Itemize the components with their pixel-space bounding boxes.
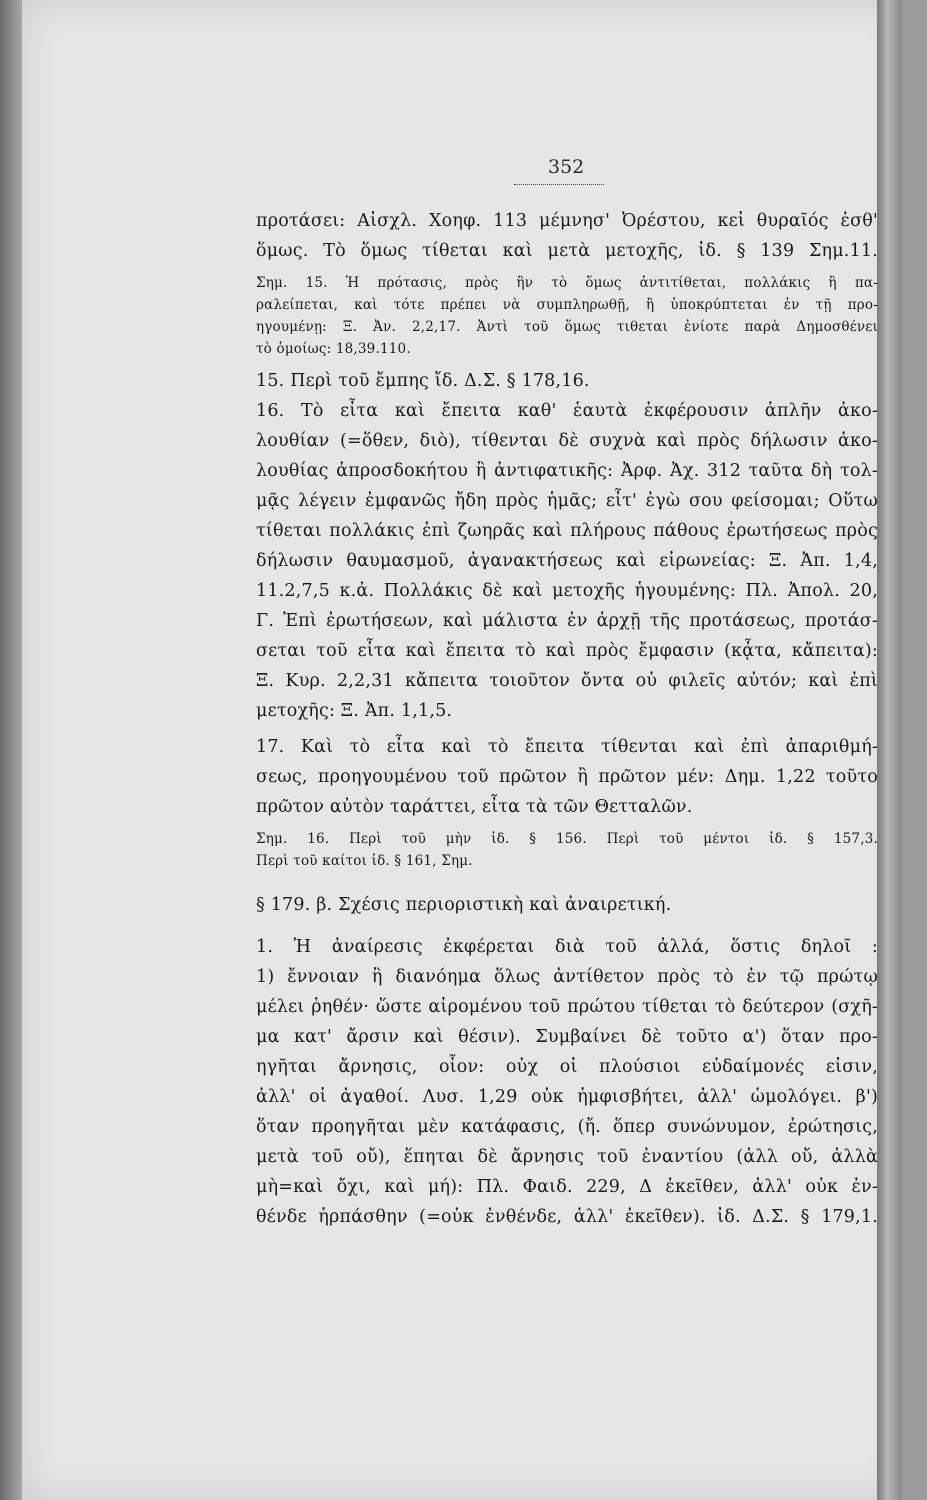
text-line: τὸ ὁμοίως: 18,39.110. (256, 341, 411, 357)
text-line: Γ. Ἐπὶ ἐρωτήσεων, καὶ μάλιστα ἐν ἀρχῇ τῆς προτάσεως, προτάσ- (256, 611, 878, 631)
text-line: λουθίαν (=ὅθεν, διὸ), τίθενται δὲ συχνὰ καὶ πρὸς δήλωσιν ἀκο- (256, 431, 878, 451)
page-number-rule (514, 184, 604, 185)
text-line: μέλει ῥηθέν· ὥστε αἰρομένου τοῦ πρώτου τίθεται τὸ δεύτερον (σχῆ- (256, 997, 878, 1017)
text-line: λουθίας ἀπροσδοκήτου ἢ ἀντιφατικῆς: Ἀρφ. Ἀχ. 312 ταῦτα δὴ τολ- (256, 461, 878, 481)
text-line: θένδε ἡρπάσθην (=οὐκ ἐνθένδε, ἀλλ' ἐκεῖθεν). ἰδ. Δ.Σ. § 179,1. (256, 1207, 878, 1227)
text-line: ηγουμένῃ: Ξ. Ἀν. 2,2,17. Ἀντὶ τοῦ ὅμως τιθεται ἐνίοτε παρὰ Δημοσθένει (256, 319, 878, 335)
text-line: ὅμως. Τὸ ὅμως τίθεται καὶ μετὰ μετοχῆς, ἰδ. § 139 Σημ.11. (256, 241, 878, 261)
text-line: μετὰ τοῦ οὔ), ἕπηται δὲ ἄρνησις τοῦ ἐναντίου (ἀλλ οὔ, ἀλλὰ (256, 1147, 878, 1167)
text-line: 1. Ἡ ἀναίρεσις ἐκφέρεται διὰ τοῦ ἀλλά, ὅστις δηλοῖ : (256, 937, 878, 957)
text-line: μᾷς λέγειν ἐμφανῶς ἤδη πρὸς ἡμᾶς; εἶτ' ἐγὼ σου φείσομαι; Οὕτω (256, 491, 878, 511)
text-line: σεως, προηγουμένου τοῦ πρῶτον ἢ πρῶτον μέν: Δημ. 1,22 τοῦτο (256, 767, 878, 787)
text-line: πρῶτον αὐτὸν ταράττει, εἶτα τὰ τῶν Θετταλῶν. (256, 797, 693, 817)
text-line: μα κατ' ἄρσιν καὶ θέσιν). Συμβαίνει δὲ τοῦτο α') ὅταν προ- (256, 1027, 878, 1047)
text-line: 16. Τὸ εἶτα καὶ ἔπειτα καθ' ἑαυτὰ ἐκφέρουσιν ἁπλῆν ἀκο- (256, 401, 878, 421)
text-line: 15. Περὶ τοῦ ἔμπης ἴδ. Δ.Σ. § 178,16. (256, 371, 590, 391)
text-line: 11.2,7,5 κ.ἀ. Πολλάκις δὲ καὶ μετοχῆς ἡγουμένης: Πλ. Ἀπολ. 20, (256, 581, 878, 601)
text-line: 17. Καὶ τὸ εἶτα καὶ τὸ ἔπειτα τίθενται καὶ ἐπὶ ἀπαριθμή- (256, 737, 878, 757)
text-line: Ξ. Κυρ. 2,2,31 κἄπειτα τοιοῦτον ὄντα οὐ φιλεῖς αὐτόν; καὶ ἐπὶ (256, 671, 878, 691)
line-gap (256, 920, 878, 932)
text-line: ηγῆται ἄρνησις, οἷον: οὐχ οἱ πλούσιοι εὐδαίμονές εἰσιν, (256, 1057, 878, 1077)
text-line: Σημ. 15. Ἡ πρότασις, πρὸς ἣν τὸ ὅμως ἀντιτίθεται, πολλάκις ἢ πα- (256, 275, 878, 291)
text-line: ὅταν προηγῆται μὲν κατάφασις, (ἤ. ὅπερ συνώνυμον, ἐρώτησις, (256, 1117, 878, 1137)
right-page-edge (877, 0, 902, 1500)
text-line: προτάσει: Αἰσχλ. Χοηφ. 113 μέμνησ' Ὀρέστου, κεἰ θυραῖός ἐσθ' (256, 211, 878, 231)
text-line: Περὶ τοῦ καίτοι ἰδ. § 161, Σημ. (256, 853, 473, 869)
page-number: 352 (548, 156, 585, 178)
text-line: μετοχῆς: Ξ. Ἀπ. 1,1,5. (256, 701, 453, 721)
text-line: μὴ=καὶ ὄχι, καὶ μή): Πλ. Φαιδ. 229, Δ ἐκεῖθεν, ἀλλ' οὐκ ἐν- (256, 1177, 878, 1197)
left-page-edge (0, 0, 22, 1500)
text-line: σεται τοῦ εἶτα καὶ ἔπειτα τὸ καὶ πρὸς ἔμφασιν (κᾆτα, κἄπειτα): (256, 641, 878, 661)
text-line: τίθεται πολλάκις ἐπὶ ζωηρᾶς καὶ πλήρους πάθους ἐρωτήσεως πρὸς (256, 521, 878, 541)
text-line: ραλείπεται, καὶ τότε πρέπει νὰ συμπληρωθῇ, ἢ ὑποκρύπτεται ἐν τῇ προ- (256, 297, 878, 313)
text-line: δήλωσιν θαυμασμοῦ, ἀγανακτήσεως καὶ εἰρωνείας: Ξ. Ἀπ. 1,4, (256, 551, 878, 571)
text-line: Σημ. 16. Περὶ τοῦ μὴν ἰδ. § 156. Περὶ τοῦ μέντοι ἰδ. § 157,3. (256, 831, 878, 847)
text-line: 1) ἔννοιαν ἢ διανόημα ὅλως ἀντίθετον πρὸς τὸ ἐν τῷ πρώτῳ (256, 967, 878, 987)
body-text (256, 206, 878, 1232)
text-line: ἀλλ' οἱ ἀγαθοί. Λυσ. 1,29 οὐκ ἠμφισβήτει, ἀλλ' ὡμολόγει. β') (256, 1087, 878, 1107)
line-gap (256, 872, 878, 890)
text-line: § 179. β. Σχέσις περιοριστικὴ καὶ ἀναιρετική. (256, 895, 672, 915)
